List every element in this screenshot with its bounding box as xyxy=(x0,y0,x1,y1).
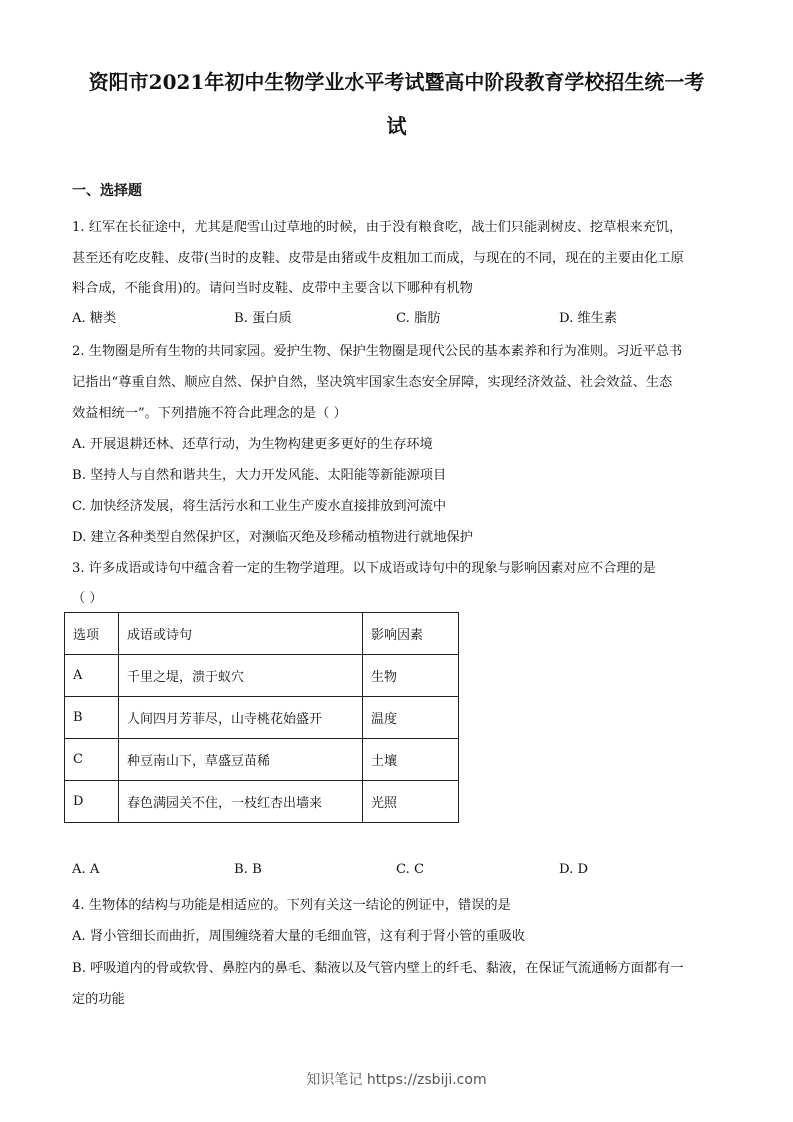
table-cell: C xyxy=(65,739,119,781)
table-header-cell: 成语或诗句 xyxy=(119,613,363,655)
table-header-cell: 影响因素 xyxy=(363,613,459,655)
q2-option-c: C. 加快经济发展，将生活污水和工业生产废水直接排放到河流中 xyxy=(72,499,447,514)
table-row xyxy=(65,697,459,739)
table-cell: 生物 xyxy=(363,655,459,697)
q3-option-c: C. C xyxy=(396,862,425,877)
q3-option-b: B. B xyxy=(234,862,262,877)
table-cell: 土壤 xyxy=(363,739,459,781)
table-cell: 光照 xyxy=(363,781,459,823)
q1-option-d: D. 维生素 xyxy=(559,311,618,326)
section-heading: 一、选择题 xyxy=(72,183,142,199)
table-row xyxy=(65,739,459,781)
q3-line-1: 3. 许多成语或诗句中蕴含着一定的生物学道理。以下成语或诗句中的现象与影响因素对应不合理的是 xyxy=(72,561,656,576)
footer-watermark: 知识笔记 https://zsbiji.com xyxy=(306,1072,487,1088)
table-cell: 千里之堤，溃于蚁穴 xyxy=(119,655,363,697)
q3-option-a: A. A xyxy=(72,862,100,877)
table-row xyxy=(65,655,459,697)
q1-line-2: 甚至还有吃皮鞋、皮带(当时的皮鞋、皮带是由猪或牛皮粗加工而成，与现在的不同，现在的主要由化工原 xyxy=(72,251,684,266)
q4-option-a: A. 肾小管细长而曲折，周围缠绕着大量的毛细血管，这有利于肾小管的重吸收 xyxy=(72,929,526,944)
q2-line-3: 效益相统一”。下列措施不符合此理念的是（ ） xyxy=(72,406,347,421)
table-cell: 人间四月芳菲尽，山寺桃花始盛开 xyxy=(119,697,363,739)
q2-option-d: D. 建立各种类型自然保护区，对濒临灭绝及珍稀动植物进行就地保护 xyxy=(72,530,473,545)
q4-line-1: 4. 生物体的结构与功能是相适应的。下列有关这一结论的例证中，错误的是 xyxy=(72,898,511,913)
q4-option-b-line-2: 定的功能 xyxy=(72,992,125,1007)
q4-option-b-line-1: B. 呼吸道内的骨或软骨、鼻腔内的鼻毛、黏液以及气管内壁上的纤毛、黏液，在保证气流通畅方面都有一 xyxy=(72,961,684,976)
q2-option-b: B. 坚持人与自然和谐共生，大力开发风能、太阳能等新能源项目 xyxy=(72,468,447,483)
table-cell: D xyxy=(65,781,119,823)
exam-title-line-1: 资阳市2021年初中生物学业水平考试暨高中阶段教育学校招生统一考 xyxy=(88,70,705,94)
q2-option-a: A. 开展退耕还林、还草行动，为生物构建更多更好的生存环境 xyxy=(72,437,433,452)
table-header-cell: 选项 xyxy=(65,613,119,655)
table-row xyxy=(65,781,459,823)
q3-line-2: （ ） xyxy=(72,591,103,606)
q2-line-2: 记指出“尊重自然、顺应自然、保护自然，坚决筑牢国家生态安全屏障，实现经济效益、社会效益、生态 xyxy=(72,375,673,390)
table-header-row xyxy=(65,613,459,655)
exam-title-line-2: 试 xyxy=(386,114,407,138)
q1-option-c: C. 脂肪 xyxy=(396,311,441,326)
q1-option-b: B. 蛋白质 xyxy=(234,311,292,326)
q1-option-a: A. 糖类 xyxy=(72,311,117,326)
q1-line-1: 1. 红军在长征途中，尤其是爬雪山过草地的时候，由于没有粮食吃，战士们只能剥树皮、挖草根来充饥， xyxy=(72,220,683,235)
table-cell: 春色满园关不住，一枝红杏出墙来 xyxy=(119,781,363,823)
q3-option-d: D. D xyxy=(559,862,589,877)
table-cell: B xyxy=(65,697,119,739)
table-cell: 种豆南山下，草盛豆苗稀 xyxy=(119,739,363,781)
q3-table xyxy=(64,612,459,823)
table-cell: A xyxy=(65,655,119,697)
table-cell: 温度 xyxy=(363,697,459,739)
q2-line-1: 2. 生物圈是所有生物的共同家园。爱护生物、保护生物圈是现代公民的基本素养和行为准则。习近平总书 xyxy=(72,344,683,359)
q1-line-3: 料合成，不能食用)的。请问当时皮鞋、皮带中主要含以下哪种有机物 xyxy=(72,281,473,296)
